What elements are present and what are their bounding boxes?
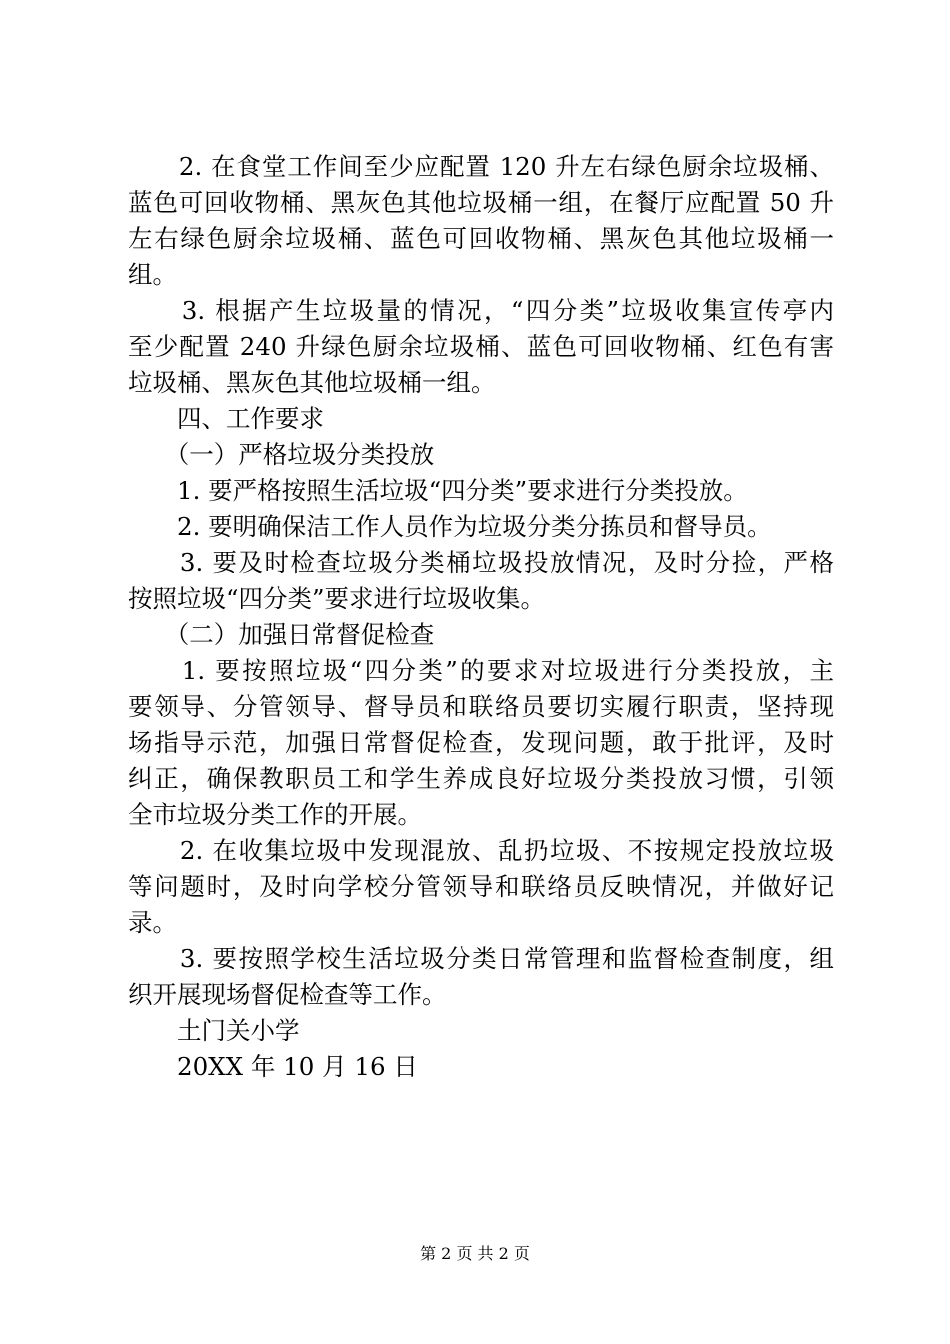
- text-line: 左右绿色厨余垃圾桶、蓝色可回收物桶、黑灰色其他垃圾桶一: [128, 224, 834, 253]
- text-line: 2. 要明确保洁工作人员作为垃圾分类分拣员和督导员。: [128, 512, 772, 541]
- text-line: 2. 在收集垃圾中发现混放、乱扔垃圾、不按规定投放垃圾: [128, 836, 834, 865]
- text-line: 1. 要按照垃圾“四分类”的要求对垃圾进行分类投放，主: [128, 656, 834, 685]
- text-line: 纠正，确保教职员工和学生养成良好垃圾分类投放习惯，引领: [128, 764, 834, 793]
- text-line: 等问题时，及时向学校分管领导和联络员反映情况，并做好记: [128, 872, 834, 901]
- text-line: 至少配置 240 升绿色厨余垃圾桶、蓝色可回收物桶、红色有害: [128, 332, 834, 361]
- text-line: 织开展现场督促检查等工作。: [128, 980, 447, 1009]
- text-line: 全市垃圾分类工作的开展。: [128, 800, 422, 829]
- text-line: 要领导、分管领导、督导员和联络员要切实履行职责，坚持现: [128, 692, 834, 721]
- signature-date: 20XX 年 10 月 16 日: [128, 1052, 418, 1081]
- text-line: 2. 在食堂工作间至少应配置 120 升左右绿色厨余垃圾桶、: [128, 152, 834, 181]
- signature-school-name: 土门关小学: [128, 1016, 300, 1045]
- subsection-heading: （一）严格垃圾分类投放: [128, 440, 435, 469]
- text-line: 按照垃圾“四分类”要求进行垃圾收集。: [128, 584, 546, 613]
- text-line: 1. 要严格按照生活垃圾“四分类”要求进行分类投放。: [128, 476, 748, 505]
- page-number-footer: 第 2 页 共 2 页: [420, 1244, 530, 1263]
- text-line: 垃圾桶、黑灰色其他垃圾桶一组。: [128, 368, 496, 397]
- text-line: 组。: [128, 260, 177, 289]
- text-line: 3. 根据产生垃圾量的情况，“四分类”垃圾收集宣传亭内: [128, 296, 834, 325]
- text-line: 场指导示范，加强日常督促检查，发现问题，敢于批评，及时: [128, 728, 834, 757]
- document-body: [128, 149, 834, 1085]
- text-line: 蓝色可回收物桶、黑灰色其他垃圾桶一组，在餐厅应配置 50 升: [128, 188, 834, 217]
- text-line: 录。: [128, 908, 177, 937]
- section-heading: 四、工作要求: [128, 404, 324, 433]
- text-line: 3. 要按照学校生活垃圾分类日常管理和监督检查制度，组: [128, 944, 834, 973]
- text-line: 3. 要及时检查垃圾分类桶垃圾投放情况，及时分捡，严格: [128, 548, 834, 577]
- subsection-heading: （二）加强日常督促检查: [128, 620, 435, 649]
